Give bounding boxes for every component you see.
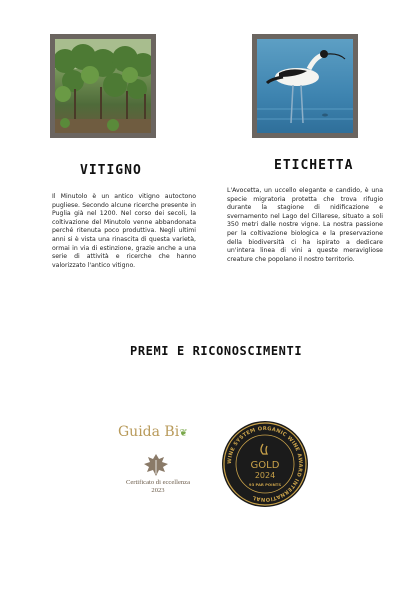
certificate-year: 2023 [151,487,165,494]
vitigno-heading: VITIGNO [80,163,142,178]
guida-bio-logo [118,424,188,440]
grape-leaf-icon [142,452,170,478]
vitigno-paragraph: Il Minutolo è un antico vitigno autoctono pugliese. Secondo alcune ricerche presente in Puglia già nel 1200. Nel corso dei secoli, la coltivazione del Minutolo venne abbandonata perché ritenuta poco produttiva. Negli ultimi anni si è vista una rinascita di questa varietà, ormai in via di estinzione, grazie anche a una serie di attività e ricerche che hanno valorizzato l'antico vitigno. [52,193,196,269]
gold-medal-badge [221,420,309,508]
badge-year: 2024 [254,471,276,480]
avocet-photo [252,34,358,138]
certificate-label [108,479,208,495]
vineyard-photo [50,34,156,138]
guida-bio-name: Guida Bi [118,424,180,440]
awards-heading: PREMI E RICONOSCIMENTI [130,344,303,358]
certificate-title: Certificato di eccellenza [125,479,191,486]
etichetta-paragraph: L'Avocetta, un uccello elegante e candido, è una specie migratoria protetta che trova rifugio durante la stagione di nidificazione e svernamento nel Lago del Cillarese, situato a soli 350 metri dalle nostre vigne. La nostra passione per la coltivazione biologica e la preservazione della biodiversità ci ha ispirato a dedicare un'intera linea di vini a queste meravigliose creature che popolano il nostro territorio. [227,187,383,263]
badge-ring-text: WINE SYSTEM ORGANIC WINE AWARD INTERNATIONAL [226,425,304,503]
avocet-illustration [257,39,353,133]
leaf-icon: ❦ [179,428,188,439]
etichetta-heading: ETICHETTA [274,158,354,173]
badge-points: 93 PAR POINTS [248,482,282,487]
vineyard-illustration [55,39,151,133]
badge-medal: GOLD [250,460,280,471]
